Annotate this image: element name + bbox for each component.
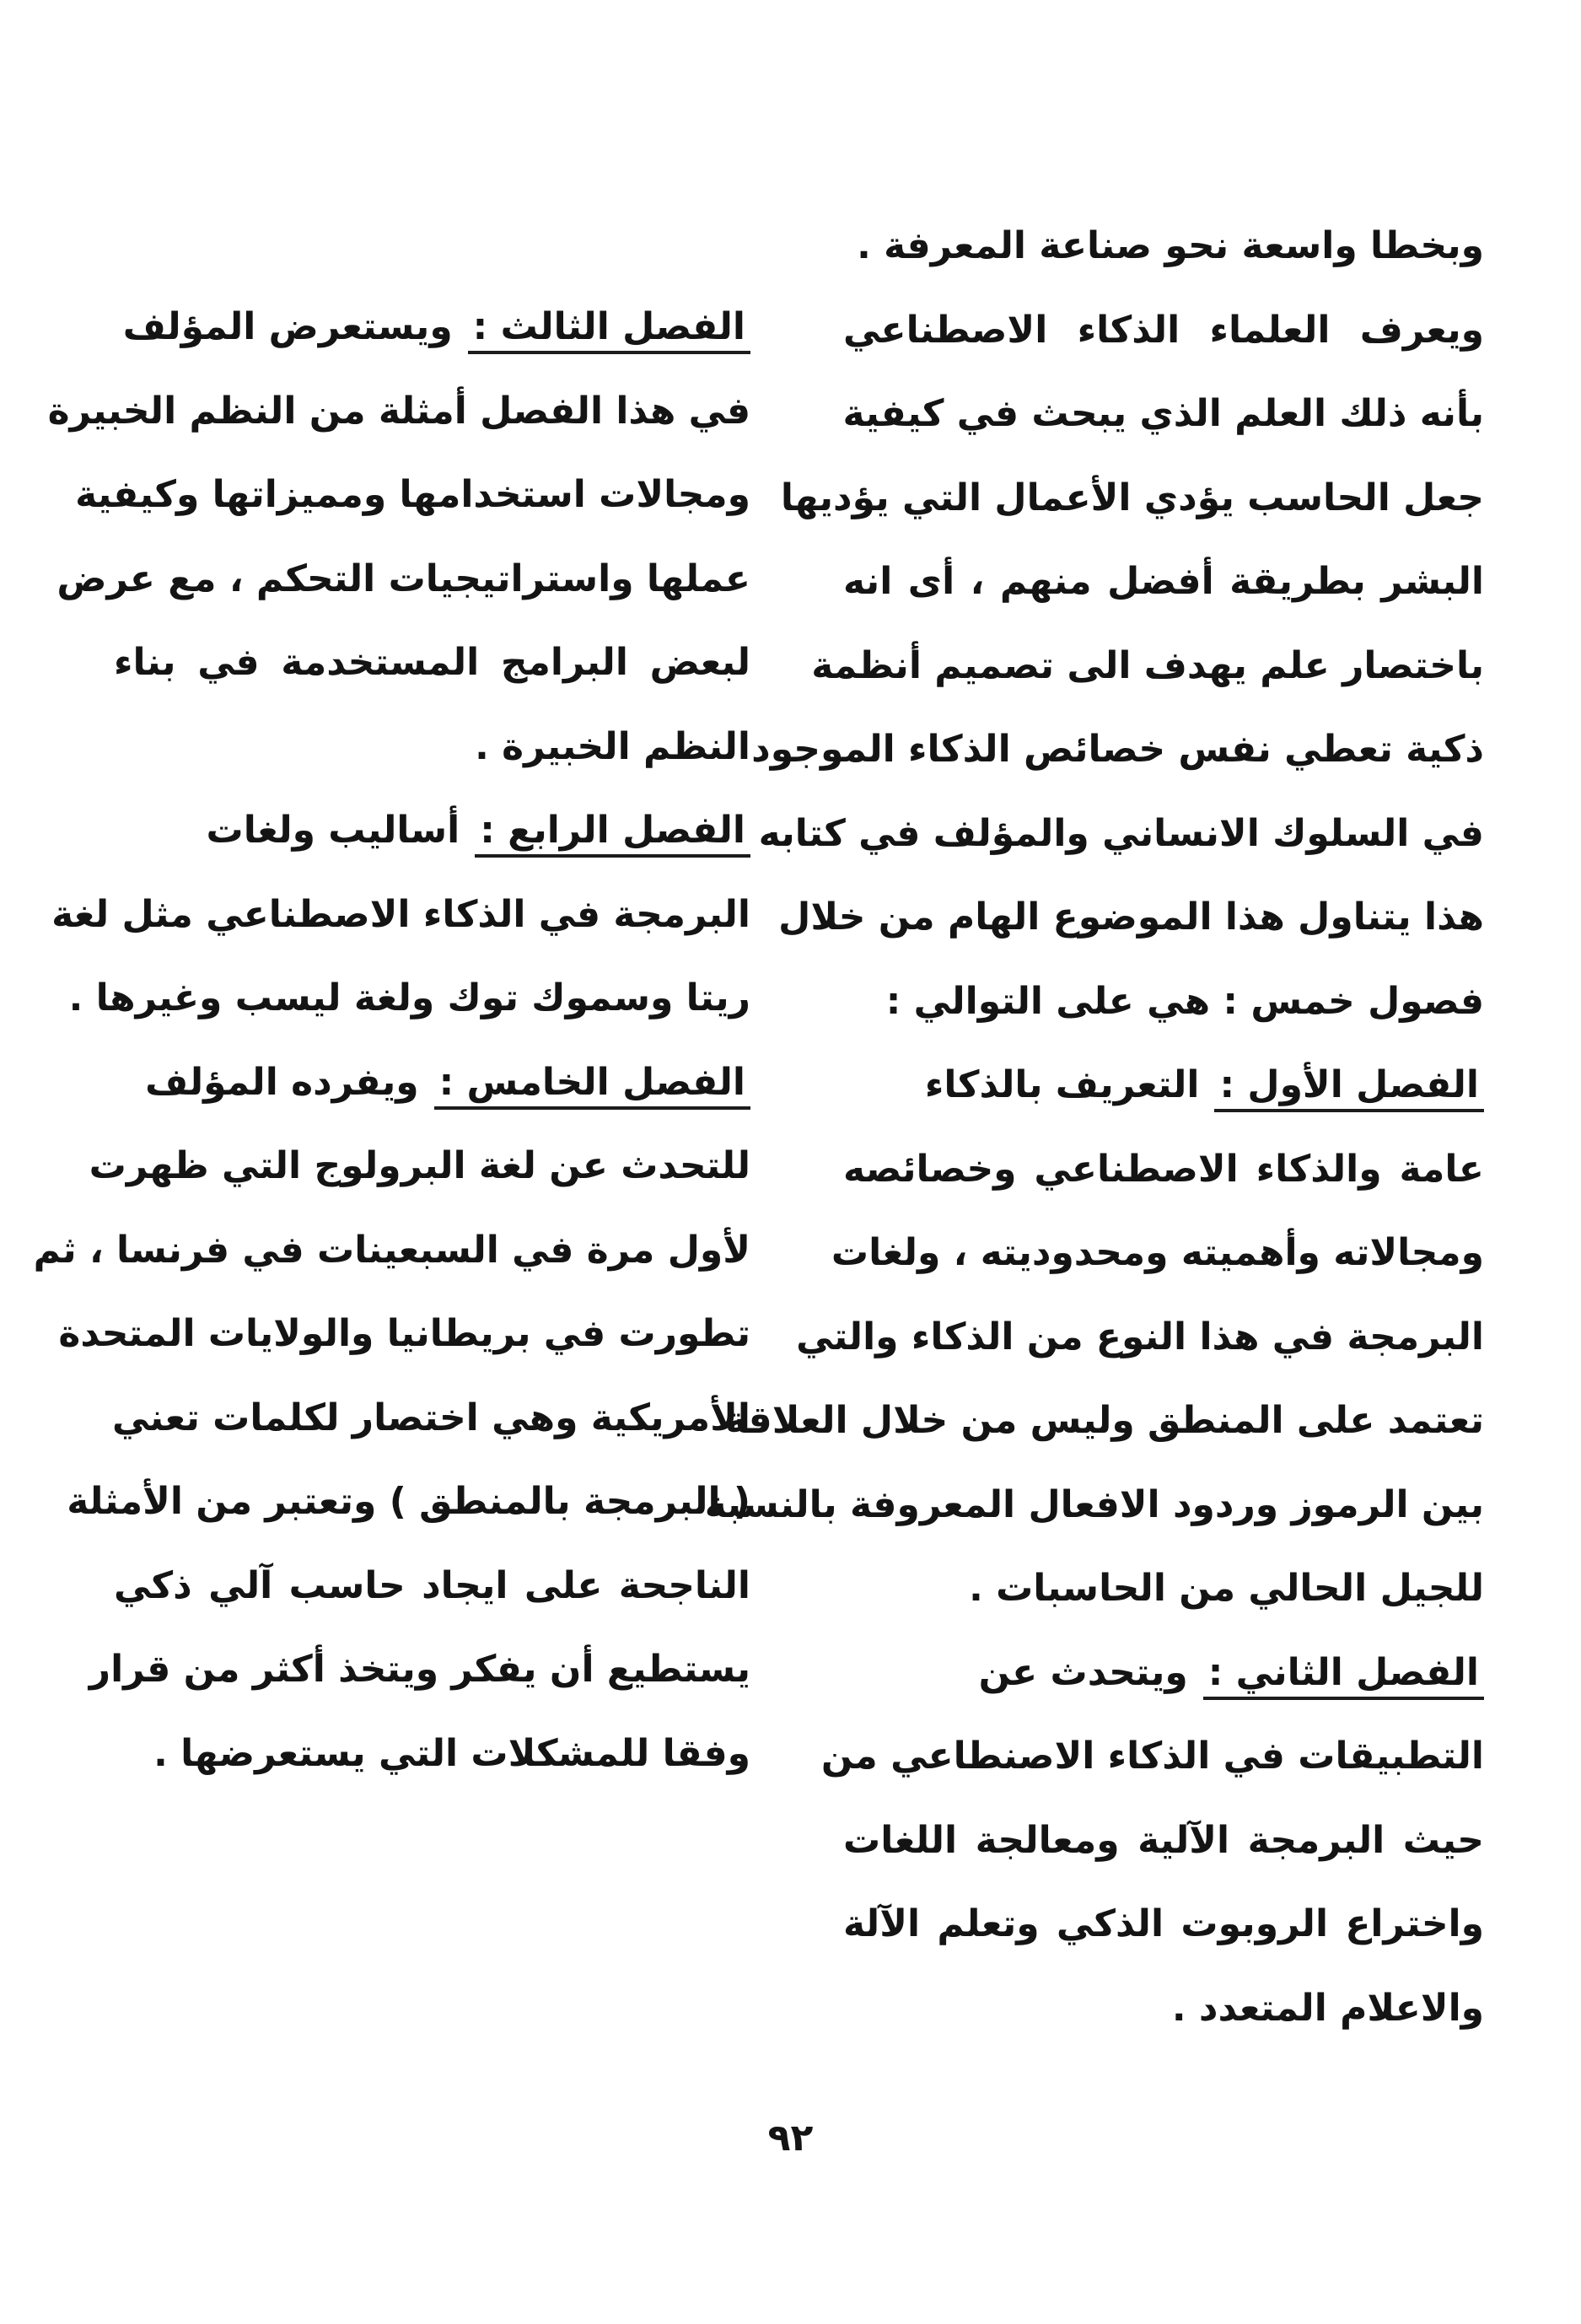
left-column — [33, 285, 750, 1795]
text-line: لبعض البرامج المستخدمة في بناء — [114, 641, 750, 684]
text-line: لأول مرة في السبعينات في فرنسا ، ثم — [33, 1228, 750, 1272]
text-line: واختراع الروبوت الذكي وتعلم الآلة — [843, 1902, 1484, 1945]
text-line: للتحدث عن لغة البرولوج التي ظهرت — [89, 1144, 750, 1187]
text-line: تعتمد على المنطق وليس من خلال العلاقة — [725, 1399, 1484, 1442]
text-line: في السلوك الانساني والمؤلف في كتابه — [758, 811, 1484, 855]
text-line: عامة والذكاء الاصطناعي وخصائصه — [843, 1147, 1484, 1191]
text-line: عملها واستراتيجيات التحكم ، مع عرض — [56, 557, 750, 600]
chapter-2-line — [843, 1631, 1484, 1715]
text-line: فصول خمس : هي على التوالي : — [885, 979, 1484, 1023]
chapter-1-intro: التعريف بالذكاء — [924, 1063, 1200, 1106]
text-line: والاعلام المتعدد . — [1171, 1986, 1484, 2030]
right-column — [704, 204, 1484, 2050]
text-line: ( البرمجة بالمنطق ) وتعتبر من الأمثلة — [67, 1480, 750, 1523]
text-line: ويعرف العلماء الذكاء الاصطناعي — [843, 308, 1484, 352]
chapter-4-heading: الفصل الرابع : — [475, 807, 750, 858]
chapter-5-intro: ويفرده المؤلف — [145, 1060, 419, 1104]
chapter-1-heading: الفصل الأول : — [1214, 1062, 1484, 1112]
chapter-3-line — [114, 285, 750, 369]
text-line: وبخطا واسعة نحو صناعة المعرفة . — [857, 224, 1484, 267]
text-line: جعل الحاسب يؤدي الأعمال التي يؤديها — [780, 476, 1484, 519]
chapter-3-heading: الفصل الثالث : — [468, 304, 750, 354]
text-line: وفقا للمشكلات التي يستعرضها . — [153, 1731, 750, 1775]
text-line: يستطيع أن يفكر ويتخذ أكثر من قرار — [89, 1648, 750, 1691]
chapter-5-line — [114, 1041, 750, 1125]
text-line: البشر بطريقة أفضل منهم ، أى انه — [843, 560, 1484, 603]
text-line: باختصار علم يهدف الى تصميم أنظمة — [811, 643, 1484, 687]
text-line: بأنه ذلك العلم الذي يبحث في كيفية — [842, 392, 1484, 435]
text-line: البرمجة في هذا النوع من الذكاء والتي — [796, 1315, 1484, 1358]
chapter-4-line — [114, 788, 750, 873]
text-line: للجيل الحالي من الحاسبات . — [969, 1567, 1484, 1610]
text-line: حيث البرمجة الآلية ومعالجة اللغات — [843, 1818, 1484, 1862]
text-line: ومجالات استخدامها ومميزاتها وكيفية — [75, 473, 750, 516]
text-line: ذكية تعطي نفس خصائص الذكاء الموجود — [751, 728, 1484, 771]
page-number: ٩٢ — [767, 2117, 814, 2160]
text-line: الأمريكية وهي اختصار لكلمات تعني — [112, 1396, 750, 1439]
chapter-2-heading: الفصل الثاني : — [1203, 1649, 1484, 1700]
text-line: ومجالاته وأهميته ومحدوديته ، ولغات — [831, 1231, 1484, 1274]
chapter-1-line — [843, 1043, 1484, 1127]
text-line: النظم الخبيرة . — [475, 724, 750, 768]
text-line: التطبيقات في الذكاء الاصنطاعي من — [820, 1735, 1484, 1778]
chapter-5-heading: الفصل الخامس : — [434, 1059, 750, 1110]
text-line: ريتا وسموك توك ولغة ليسب وغيرها . — [68, 976, 750, 1019]
text-line: هذا يتناول هذا الموضوع الهام من خلال — [778, 896, 1484, 939]
text-line: بين الرموز وردود الافعال المعروفة بالنسبة — [704, 1482, 1484, 1526]
chapter-4-intro: أساليب ولغات — [206, 809, 460, 852]
text-line: تطورت في بريطانيا والولايات المتحدة — [58, 1312, 750, 1355]
chapter-2-intro: ويتحدث عن — [978, 1650, 1188, 1694]
text-line: البرمجة في الذكاء الاصطناعي مثل لغة — [51, 892, 750, 936]
text-line: الناجحة على ايجاد حاسب آلي ذكي — [114, 1563, 750, 1607]
text-line: في هذا الفصل أمثلة من النظم الخبيرة — [47, 389, 750, 433]
chapter-3-intro: ويستعرض المؤلف — [122, 305, 453, 348]
